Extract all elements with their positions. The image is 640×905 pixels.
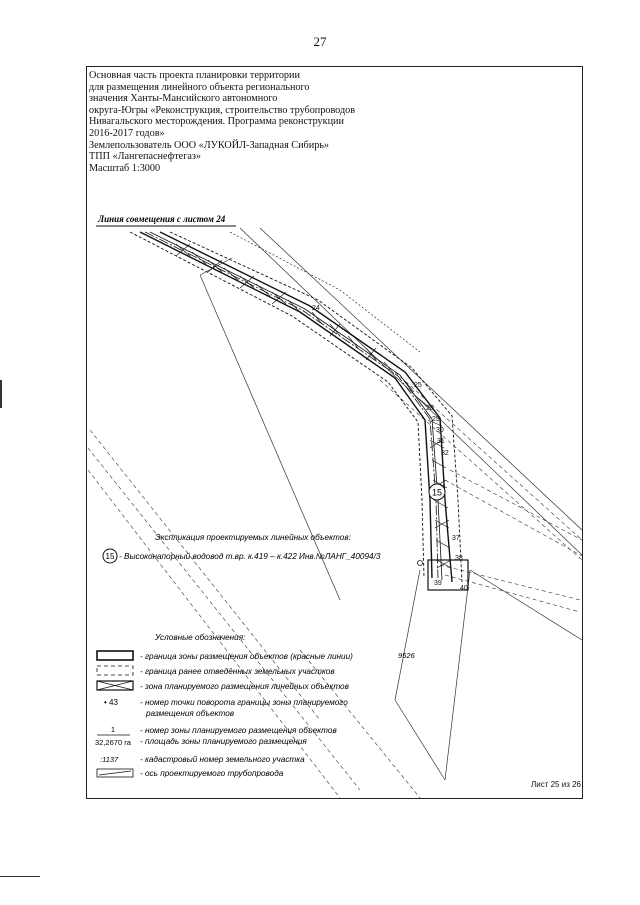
marker-icon	[418, 561, 423, 566]
legend-allotted-plots-icon	[97, 666, 133, 675]
page-number: 27	[313, 34, 327, 49]
explication-badge-number: 15	[105, 552, 115, 561]
legend-item: - граница зоны размещения объектов (красные линии)	[140, 652, 353, 661]
point-number: 31	[437, 438, 445, 445]
legend-item: - номер зоны планируемого размещения объектов	[140, 726, 337, 735]
tpp-line: ТПП «Лангепаснефтегаз»	[89, 151, 202, 163]
point-number: 30	[436, 427, 444, 434]
point-number: 24	[312, 305, 320, 312]
title-line: округа-Югры «Реконструкция, строительство трубопроводов	[89, 104, 356, 116]
explication-title: Экспликация проектируемых линейных объектов:	[155, 533, 351, 542]
legend-item: - ось проектируемого трубопровода	[140, 769, 284, 778]
legend-item: - зона планируемого размещения линейных объектов	[140, 682, 349, 691]
legend-item: - площадь зоны планируемого размещения	[140, 737, 307, 746]
planned-zone-corridor	[130, 232, 462, 582]
legend-title: Условные обозначения:	[155, 633, 246, 642]
title-line: Основная часть проекта планировки территории	[89, 70, 300, 81]
point-number: 32	[441, 450, 449, 457]
explication-item: - Высоконапорный водовод т.вр. к.419 – к.422 Инв.№ЛАНГ_40094/3	[119, 552, 381, 561]
point-number: 38	[455, 555, 463, 562]
legend-red-lines-icon	[97, 651, 133, 660]
zone-number: 15	[431, 487, 443, 498]
legend-item: - граница ранее отведённых земельных участков	[140, 667, 335, 676]
legend-zone-sample-area: 32,2670 га	[95, 738, 131, 747]
scale-line: Масштаб 1:3000	[89, 162, 161, 174]
alignment-line-label: Линия совмещения с листом 24	[98, 214, 226, 224]
legend-item: размещения объектов	[146, 709, 235, 718]
cadastral-number: 9526	[398, 651, 415, 660]
scan-edge-mark	[0, 876, 40, 877]
scan-edge-mark	[0, 380, 2, 408]
point-number: 37	[452, 535, 460, 542]
point-number: 25	[414, 382, 422, 389]
sheet-label: Лист 25 из 26	[531, 780, 581, 789]
title-line: Нивагальского месторождения. Программа реконструкции	[89, 116, 344, 128]
legend-cadastral-sample: :1137	[100, 755, 119, 764]
point-number: 28	[426, 405, 434, 412]
zone-hatching	[176, 244, 451, 568]
point-number: 39	[434, 580, 442, 587]
title-line: для размещения линейного объекта регионального	[89, 81, 310, 93]
point-number: 29	[432, 416, 440, 423]
legend-zone-sample-number: 1	[110, 725, 116, 734]
legend-item: - кадастровый номер земельного участка	[140, 755, 305, 764]
legend-item: - номер точки поворота границы зоны планируемого	[140, 698, 348, 707]
pipeline-axis	[145, 232, 438, 578]
title-line: 2016-2017 годов»	[89, 127, 165, 139]
land-user-line: Землепользователь ООО «ЛУКОЙЛ-Западная Сибирь»	[89, 139, 330, 151]
legend-point-sample: • 43	[104, 698, 118, 707]
title-line: значения Ханты-Мансийского автономного	[89, 93, 278, 105]
point-number: 40	[460, 585, 468, 592]
